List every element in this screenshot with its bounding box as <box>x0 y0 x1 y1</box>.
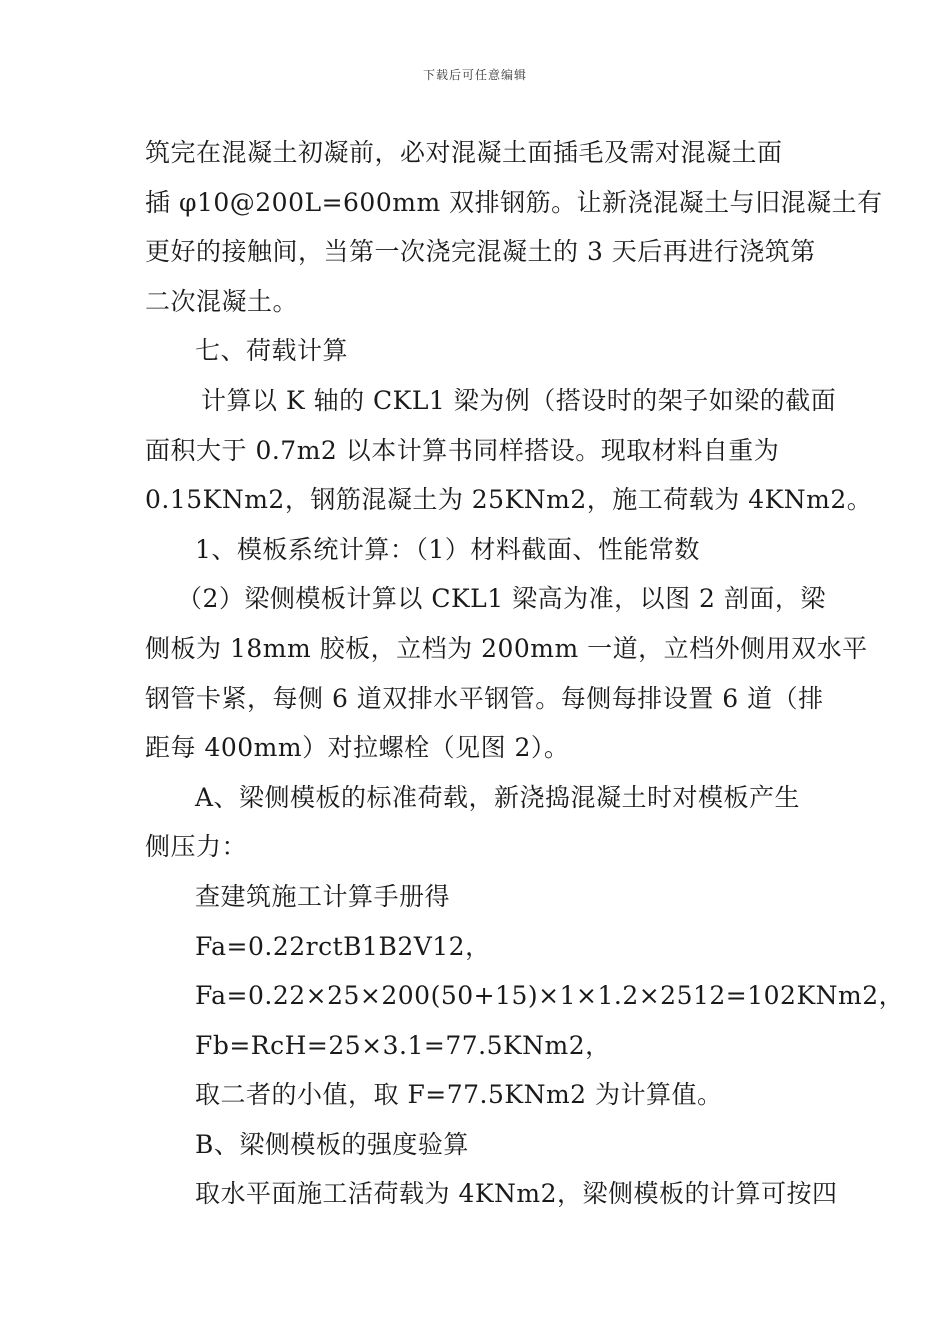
text-line: 筑完在混凝土初凝前，必对混凝土面插毛及需对混凝土面 <box>145 138 783 167</box>
document-body <box>145 128 905 1219</box>
text-line: 侧板为 18mm 胶板，立档为 200mm 一道，立档外侧用双水平 <box>145 633 868 663</box>
page-header: 下载后可任意编辑 <box>422 68 527 82</box>
text-line: 距每 400mm）对拉螺栓（见图 2）。 <box>145 733 570 763</box>
text-line: A、梁侧模板的标准荷载，新浇捣混凝土时对模板产生 <box>195 782 801 812</box>
formula-line: Fa=0.22rctB1B2V12， <box>195 931 491 961</box>
text-line: 面积大于 0.7m2 以本计算书同样搭设。现取材料自重为 <box>145 435 780 465</box>
text-line: 取水平面施工活荷载为 4KNm2，梁侧模板的计算可按四 <box>195 1179 838 1209</box>
subsection-heading: 1、模板系统计算：（1）材料截面、性能常数 <box>195 534 700 564</box>
formula-line: Fb=RcH=25×3.1=77.5KNm2， <box>195 1030 611 1060</box>
text-line: （2）梁侧模板计算以 CKL1 梁高为准，以图 2 剖面，梁 <box>177 584 826 614</box>
text-line: 更好的接触间，当第一次浇完混凝土的 3 天后再进行浇筑第 <box>145 237 816 267</box>
section-heading: 七、荷载计算 <box>195 336 349 366</box>
text-line: 插 φ10@200L=600mm 双排钢筋。让新浇混凝土与旧混凝土有 <box>145 187 883 217</box>
formula-line: Fa=0.22×25×200(50+15)×1×1.2×2512=102KNm2， <box>195 981 905 1011</box>
text-line: 取二者的小值，取 F=77.5KNm2 为计算值。 <box>195 1080 723 1110</box>
subsection-heading: B、梁侧模板的强度验算 <box>195 1129 469 1159</box>
text-line: 二次混凝土。 <box>145 286 299 316</box>
text-line: 0.15KNm2，钢筋混凝土为 25KNm2，施工荷载为 4KNm2。 <box>145 485 873 515</box>
text-line: 查建筑施工计算手册得 <box>195 881 451 911</box>
text-line: 钢管卡紧，每侧 6 道双排水平钢管。每侧每排设置 6 道（排 <box>145 683 824 713</box>
text-line: 侧压力： <box>145 832 248 862</box>
text-line: 计算以 K 轴的 CKL1 梁为例（搭设时的架子如梁的截面 <box>201 385 837 415</box>
